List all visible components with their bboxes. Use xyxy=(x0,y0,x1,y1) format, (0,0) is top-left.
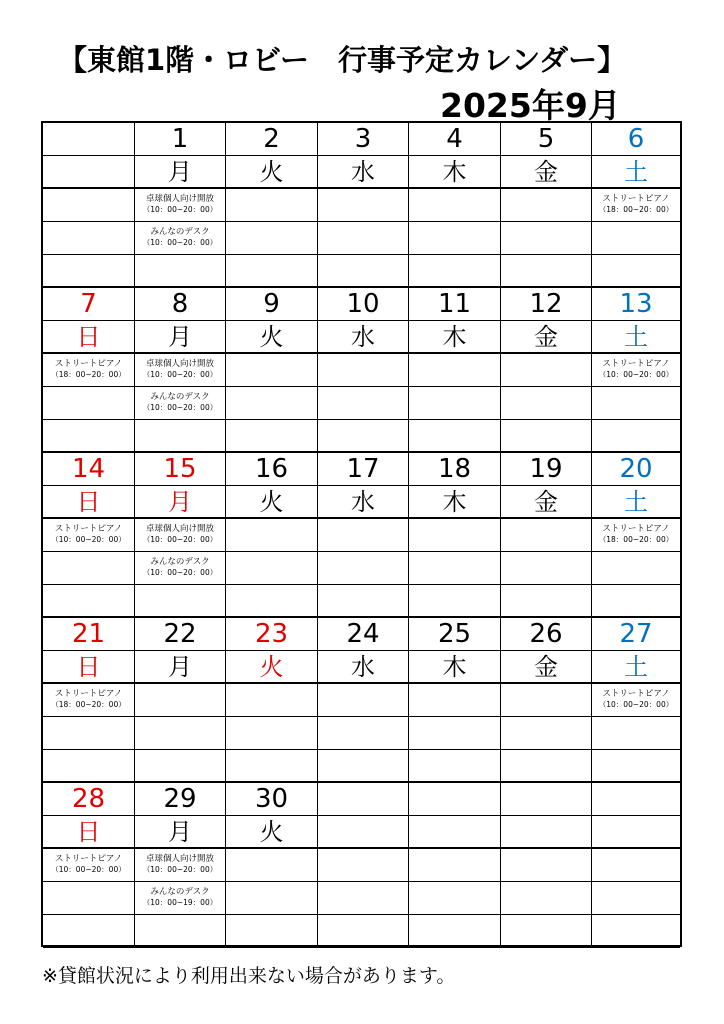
event-cell xyxy=(318,717,409,750)
event-cell xyxy=(318,519,409,552)
date-number-tue: 16 xyxy=(226,453,318,486)
weekday-label-sun xyxy=(43,156,135,189)
weekday-label-wed xyxy=(318,816,409,849)
event-cell xyxy=(43,585,135,618)
event-cell xyxy=(501,552,592,585)
date-number-thu: 18 xyxy=(409,453,501,486)
weekday-label-wed: 水 xyxy=(318,651,409,684)
date-number-row xyxy=(43,123,680,156)
event-cell xyxy=(43,849,135,882)
event-cell xyxy=(135,849,226,882)
event-row xyxy=(43,519,680,552)
date-number-tue: 30 xyxy=(226,783,318,816)
event-name: 卓球個人向け開放 xyxy=(145,359,214,369)
event-cell xyxy=(43,552,135,585)
event-cell xyxy=(592,849,680,882)
event-name: みんなのデスク xyxy=(150,227,210,237)
event-row xyxy=(43,354,680,387)
date-number-fri xyxy=(501,783,592,816)
date-number-wed: 17 xyxy=(318,453,409,486)
event-cell xyxy=(226,915,318,948)
date-number-tue: 2 xyxy=(226,123,318,156)
date-number-wed: 24 xyxy=(318,618,409,651)
date-number-sun: 21 xyxy=(43,618,135,651)
event-cell xyxy=(226,750,318,783)
event-name: みんなのデスク xyxy=(150,392,210,402)
event-cell xyxy=(318,387,409,420)
event-name: ストリートピアノ xyxy=(602,359,670,369)
event-cell xyxy=(226,849,318,882)
weekday-label-thu: 木 xyxy=(409,156,501,189)
date-number-thu: 25 xyxy=(409,618,501,651)
event-cell xyxy=(409,519,501,552)
event-row xyxy=(43,915,680,948)
date-number-sat: 27 xyxy=(592,618,680,651)
weekday-label-thu: 木 xyxy=(409,651,501,684)
date-number-tue: 9 xyxy=(226,288,318,321)
event-cell xyxy=(409,222,501,255)
event-cell xyxy=(592,519,680,552)
calendar-grid xyxy=(41,121,682,947)
weekday-label-mon: 月 xyxy=(135,321,226,354)
event-row xyxy=(43,552,680,585)
event-name: 卓球個人向け開放 xyxy=(145,194,214,204)
event-cell xyxy=(501,189,592,222)
event-cell xyxy=(226,420,318,453)
date-number-wed xyxy=(318,783,409,816)
event-cell xyxy=(501,882,592,915)
weekday-label-sun: 日 xyxy=(43,321,135,354)
event-name: みんなのデスク xyxy=(150,557,210,567)
event-cell xyxy=(135,915,226,948)
event-time: （10：00~20：00） xyxy=(142,205,218,214)
weekday-label-sun: 日 xyxy=(43,816,135,849)
event-row xyxy=(43,420,680,453)
date-number-wed: 10 xyxy=(318,288,409,321)
event-cell xyxy=(318,585,409,618)
weekday-label-mon: 月 xyxy=(135,651,226,684)
event-cell xyxy=(501,420,592,453)
event-cell xyxy=(409,387,501,420)
weekday-label-fri xyxy=(501,816,592,849)
event-row xyxy=(43,849,680,882)
date-number-fri: 19 xyxy=(501,453,592,486)
event-cell xyxy=(226,519,318,552)
event-cell xyxy=(501,585,592,618)
event-time: （18：00~20：00） xyxy=(51,700,126,709)
event-row xyxy=(43,255,680,288)
event-cell xyxy=(409,189,501,222)
event-cell xyxy=(135,189,226,222)
date-number-fri: 26 xyxy=(501,618,592,651)
event-cell xyxy=(226,717,318,750)
weekday-row xyxy=(43,321,680,354)
event-time: （10：00~20：00） xyxy=(142,535,218,544)
calendar-week xyxy=(43,288,680,453)
weekday-label-mon: 月 xyxy=(135,816,226,849)
weekday-label-sun: 日 xyxy=(43,486,135,519)
date-number-sun: 28 xyxy=(43,783,135,816)
event-cell xyxy=(43,222,135,255)
event-cell xyxy=(318,354,409,387)
weekday-label-wed: 水 xyxy=(318,321,409,354)
event-cell xyxy=(501,717,592,750)
event-cell xyxy=(135,717,226,750)
calendar-week xyxy=(43,123,680,288)
event-name: ストリートピアノ xyxy=(602,524,670,534)
event-cell xyxy=(318,189,409,222)
weekday-row xyxy=(43,651,680,684)
event-time: （10：00~20：00） xyxy=(142,403,218,412)
event-cell xyxy=(409,255,501,288)
date-number-row xyxy=(43,618,680,651)
date-number-sat: 13 xyxy=(592,288,680,321)
date-number-mon: 8 xyxy=(135,288,226,321)
event-name: ストリートピアノ xyxy=(602,194,670,204)
event-cell xyxy=(501,915,592,948)
event-cell xyxy=(43,519,135,552)
event-cell xyxy=(409,585,501,618)
event-cell xyxy=(135,354,226,387)
event-row xyxy=(43,717,680,750)
event-cell xyxy=(592,717,680,750)
event-row xyxy=(43,222,680,255)
event-cell xyxy=(409,882,501,915)
event-cell xyxy=(592,915,680,948)
event-cell xyxy=(43,750,135,783)
calendar-week xyxy=(43,618,680,783)
event-name: 卓球個人向け開放 xyxy=(145,524,214,534)
event-cell xyxy=(592,882,680,915)
event-cell xyxy=(318,882,409,915)
event-cell xyxy=(592,255,680,288)
weekday-label-tue: 火 xyxy=(226,156,318,189)
event-cell xyxy=(409,915,501,948)
event-time: （10：00~20：00） xyxy=(598,700,674,709)
event-cell xyxy=(226,189,318,222)
event-cell xyxy=(409,354,501,387)
weekday-label-sun: 日 xyxy=(43,651,135,684)
event-cell xyxy=(226,387,318,420)
event-time: （10：00~20：00） xyxy=(51,865,126,874)
event-cell xyxy=(592,189,680,222)
weekday-label-sat xyxy=(592,816,680,849)
event-time: （10：00~19：00） xyxy=(142,898,218,907)
event-cell xyxy=(43,387,135,420)
date-number-sat: 20 xyxy=(592,453,680,486)
event-row xyxy=(43,189,680,222)
event-cell xyxy=(135,684,226,717)
event-name: 卓球個人向け開放 xyxy=(145,854,214,864)
footer-note: ※貸館状況により利用出来ない場合があります。 xyxy=(42,965,456,987)
date-number-wed: 3 xyxy=(318,123,409,156)
event-cell xyxy=(135,255,226,288)
event-name: みんなのデスク xyxy=(150,887,210,897)
event-cell xyxy=(135,519,226,552)
event-cell xyxy=(501,750,592,783)
weekday-label-sat: 土 xyxy=(592,651,680,684)
event-name: ストリートピアノ xyxy=(54,359,123,369)
event-cell xyxy=(318,255,409,288)
event-cell xyxy=(409,750,501,783)
date-number-tue: 23 xyxy=(226,618,318,651)
weekday-label-fri: 金 xyxy=(501,486,592,519)
event-row xyxy=(43,684,680,717)
weekday-label-sat: 土 xyxy=(592,486,680,519)
calendar-week xyxy=(43,783,680,948)
weekday-label-thu xyxy=(409,816,501,849)
event-cell xyxy=(226,552,318,585)
date-number-row xyxy=(43,453,680,486)
event-time: （18：00~20：00） xyxy=(51,370,126,379)
event-cell xyxy=(43,717,135,750)
event-cell xyxy=(226,684,318,717)
calendar-week xyxy=(43,453,680,618)
date-number-sun xyxy=(43,123,135,156)
event-cell xyxy=(592,552,680,585)
event-cell xyxy=(318,552,409,585)
date-number-mon: 22 xyxy=(135,618,226,651)
event-cell xyxy=(135,585,226,618)
date-number-sun: 14 xyxy=(43,453,135,486)
event-cell xyxy=(226,585,318,618)
weekday-label-tue: 火 xyxy=(226,651,318,684)
event-name: ストリートピアノ xyxy=(54,854,123,864)
event-cell xyxy=(501,354,592,387)
event-cell xyxy=(135,552,226,585)
event-cell xyxy=(501,684,592,717)
date-number-fri: 12 xyxy=(501,288,592,321)
event-cell xyxy=(592,585,680,618)
event-cell xyxy=(409,849,501,882)
weekday-label-wed: 水 xyxy=(318,486,409,519)
weekday-label-fri: 金 xyxy=(501,651,592,684)
weekday-row xyxy=(43,486,680,519)
event-time: （10：00~20：00） xyxy=(142,865,218,874)
weekday-label-sat: 土 xyxy=(592,156,680,189)
event-cell xyxy=(318,684,409,717)
weekday-label-tue: 火 xyxy=(226,321,318,354)
event-name: ストリートピアノ xyxy=(602,689,670,699)
weekday-label-wed: 水 xyxy=(318,156,409,189)
event-cell xyxy=(592,387,680,420)
event-cell xyxy=(318,915,409,948)
event-name: ストリートピアノ xyxy=(54,524,123,534)
weekday-label-mon: 月 xyxy=(135,486,226,519)
event-cell xyxy=(43,420,135,453)
event-cell xyxy=(501,255,592,288)
event-cell xyxy=(43,189,135,222)
event-cell xyxy=(409,684,501,717)
event-cell xyxy=(501,519,592,552)
date-number-mon: 15 xyxy=(135,453,226,486)
calendar-title: 【東館1階・ロビー 行事予定カレンダー】 xyxy=(58,43,627,77)
weekday-row xyxy=(43,816,680,849)
event-time: （10：00~20：00） xyxy=(142,370,218,379)
event-row xyxy=(43,750,680,783)
event-row xyxy=(43,387,680,420)
weekday-label-sat: 土 xyxy=(592,321,680,354)
event-cell xyxy=(318,222,409,255)
event-cell xyxy=(592,684,680,717)
event-time: （10：00~20：00） xyxy=(51,535,126,544)
calendar-month: 2025年9月 xyxy=(440,86,621,125)
event-cell xyxy=(135,420,226,453)
event-cell xyxy=(409,552,501,585)
date-number-sat: 6 xyxy=(592,123,680,156)
event-row xyxy=(43,882,680,915)
event-cell xyxy=(409,717,501,750)
weekday-label-thu: 木 xyxy=(409,321,501,354)
weekday-label-tue: 火 xyxy=(226,816,318,849)
event-cell xyxy=(592,222,680,255)
event-cell xyxy=(409,420,501,453)
event-cell xyxy=(43,255,135,288)
event-row xyxy=(43,585,680,618)
event-cell xyxy=(135,882,226,915)
event-cell xyxy=(501,387,592,420)
weekday-label-fri: 金 xyxy=(501,156,592,189)
date-number-row xyxy=(43,783,680,816)
weekday-row xyxy=(43,156,680,189)
event-cell xyxy=(318,420,409,453)
weekday-label-mon: 月 xyxy=(135,156,226,189)
event-time: （18：00~20：00） xyxy=(598,535,674,544)
date-number-row xyxy=(43,288,680,321)
event-cell xyxy=(226,255,318,288)
event-cell xyxy=(43,354,135,387)
event-time: （10：00~20：00） xyxy=(142,568,218,577)
date-number-thu: 11 xyxy=(409,288,501,321)
event-cell xyxy=(592,750,680,783)
date-number-thu: 4 xyxy=(409,123,501,156)
event-cell xyxy=(501,222,592,255)
event-time: （10：00~20：00） xyxy=(598,370,674,379)
event-time: （18：00~20：00） xyxy=(598,205,674,214)
event-cell xyxy=(501,849,592,882)
date-number-mon: 29 xyxy=(135,783,226,816)
event-name: ストリートピアノ xyxy=(54,689,123,699)
event-cell xyxy=(318,849,409,882)
date-number-fri: 5 xyxy=(501,123,592,156)
event-cell xyxy=(135,222,226,255)
event-cell xyxy=(135,750,226,783)
event-cell xyxy=(592,420,680,453)
event-cell xyxy=(226,222,318,255)
event-cell xyxy=(43,882,135,915)
weekday-label-fri: 金 xyxy=(501,321,592,354)
date-number-sun: 7 xyxy=(43,288,135,321)
event-time: （10：00~20：00） xyxy=(142,238,218,247)
date-number-thu xyxy=(409,783,501,816)
event-cell xyxy=(318,750,409,783)
event-cell xyxy=(43,684,135,717)
event-cell xyxy=(592,354,680,387)
date-number-mon: 1 xyxy=(135,123,226,156)
event-cell xyxy=(43,915,135,948)
event-cell xyxy=(226,354,318,387)
weekday-label-tue: 火 xyxy=(226,486,318,519)
weekday-label-thu: 木 xyxy=(409,486,501,519)
date-number-sat xyxy=(592,783,680,816)
event-cell xyxy=(226,882,318,915)
event-cell xyxy=(135,387,226,420)
